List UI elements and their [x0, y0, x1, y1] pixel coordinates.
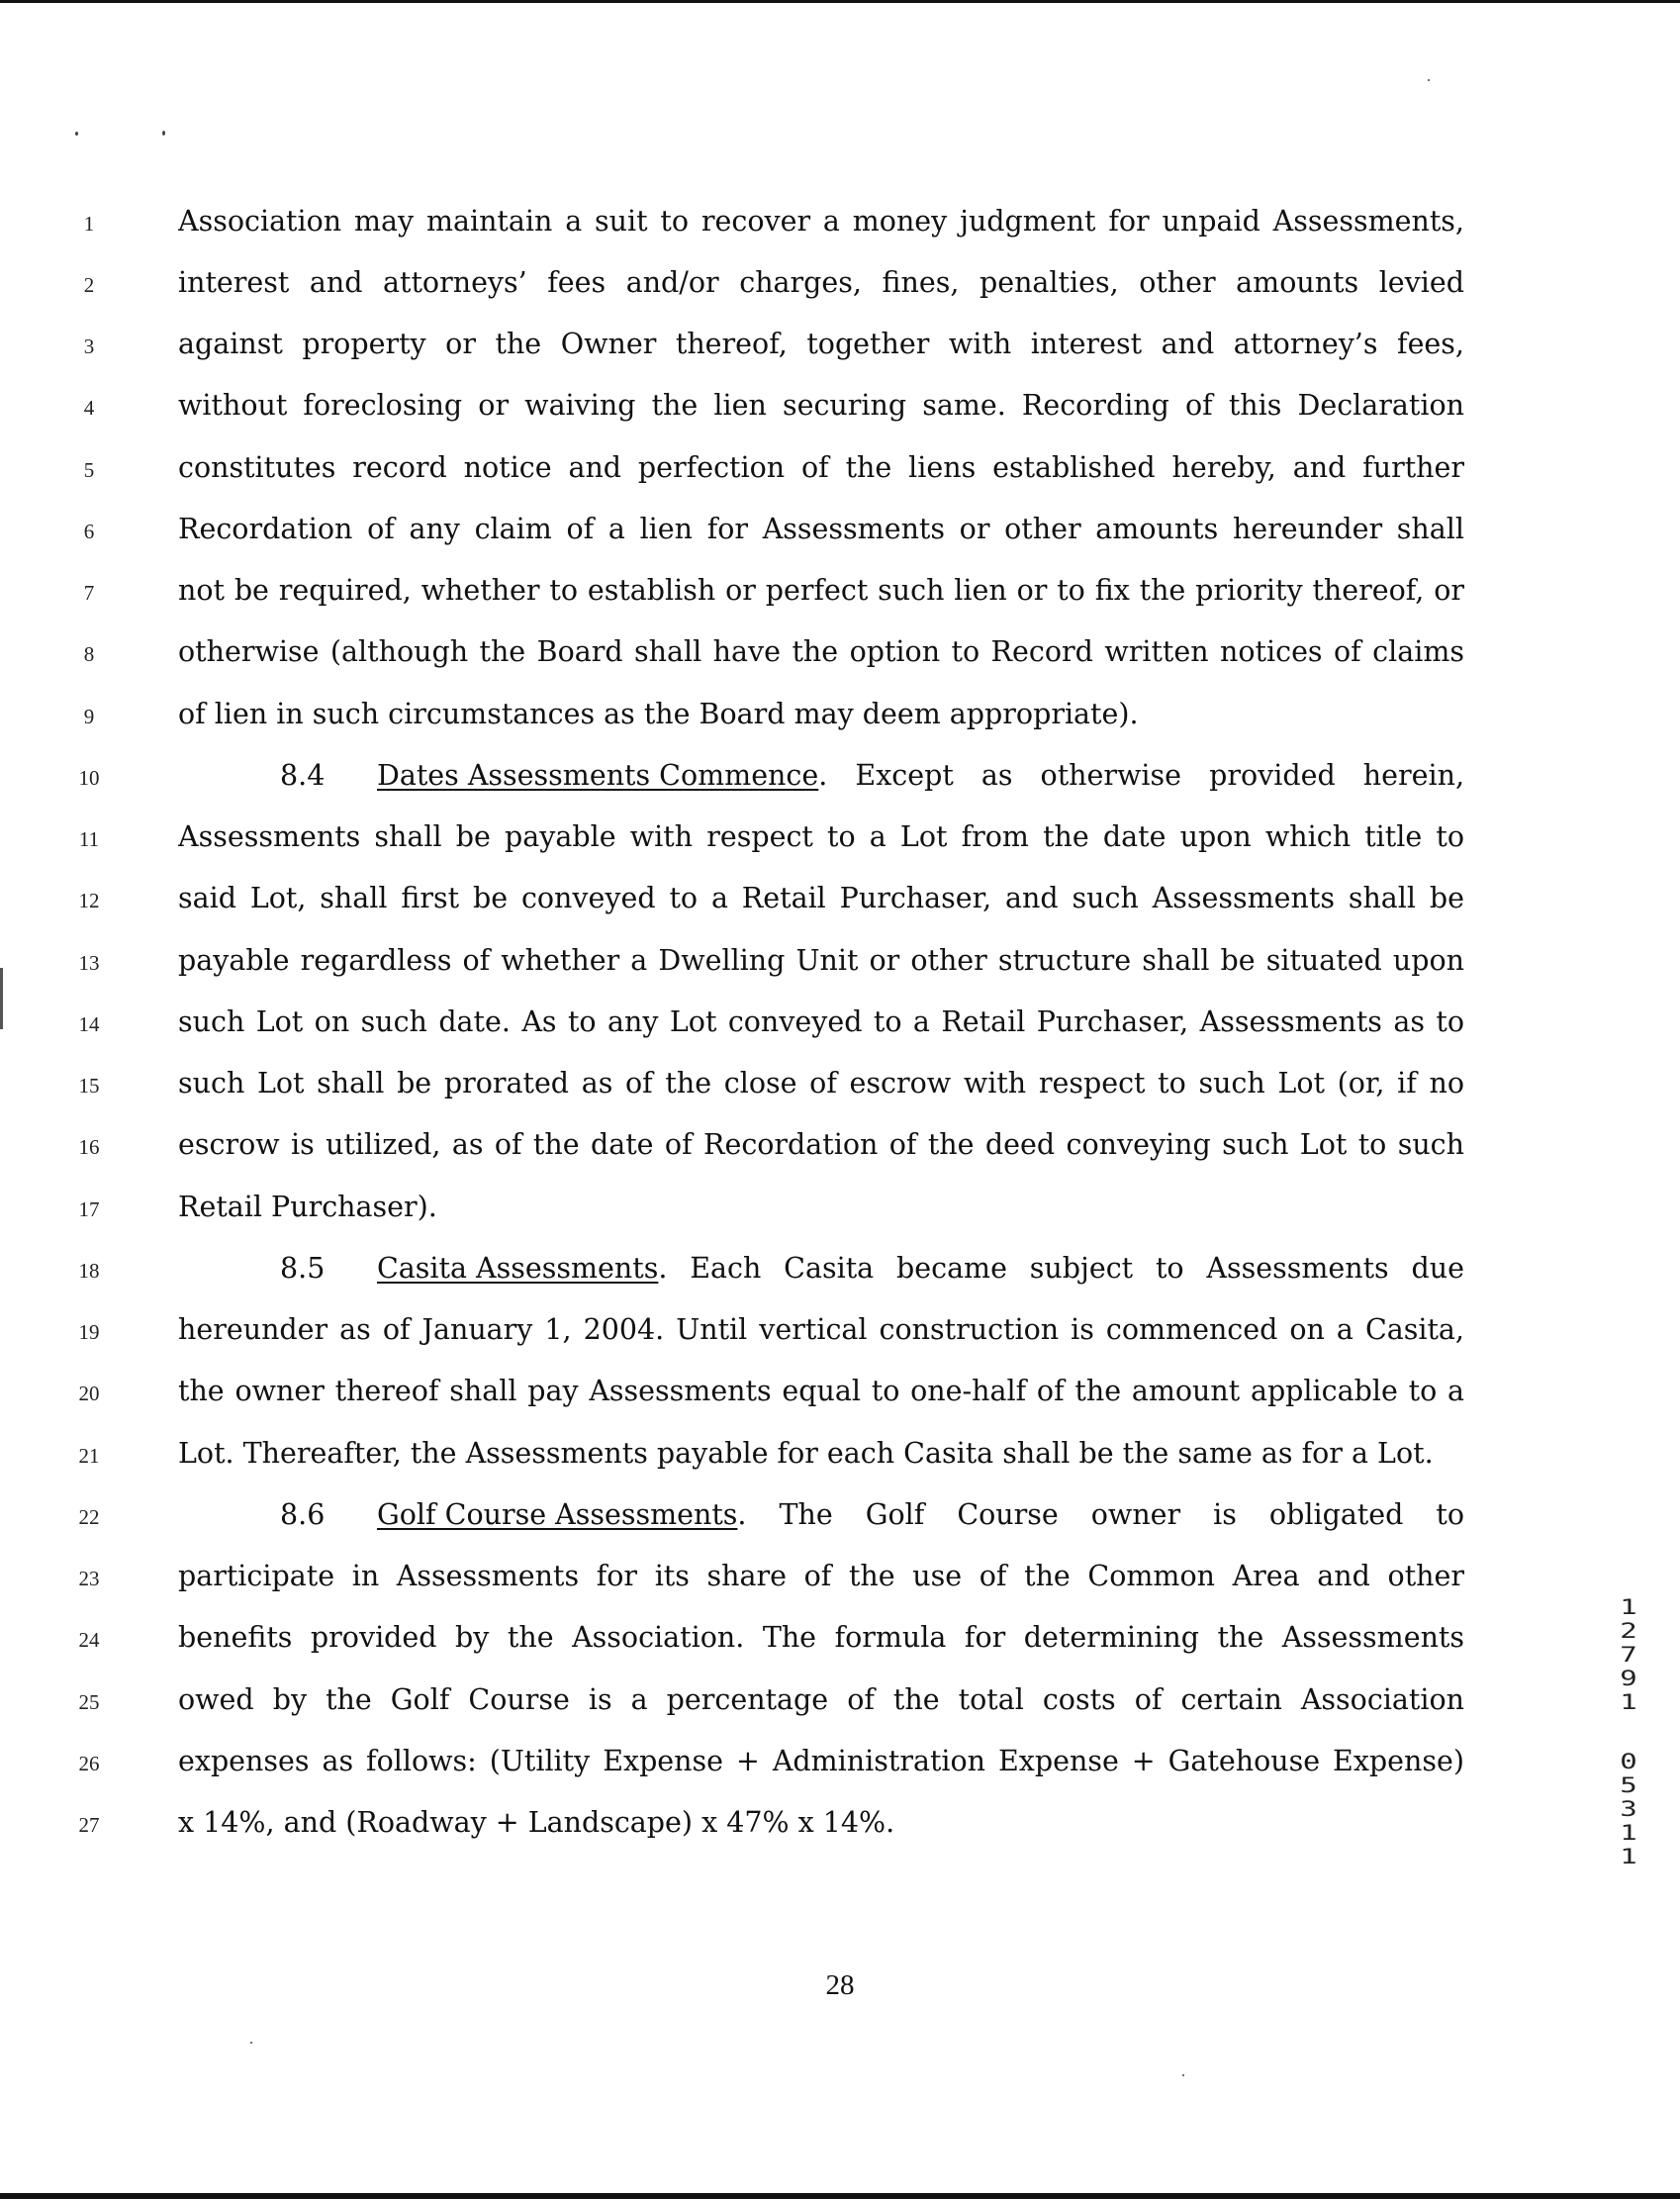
section-heading: Casita Assessments — [377, 1252, 659, 1285]
section-heading-rest: . The Golf Course owner is obligated to — [737, 1498, 1464, 1531]
text-line: benefits provided by the Association. The formula for determining the Assessments — [178, 1624, 1464, 1654]
text-line: payable regardless of whether a Dwelling Unit or other structure shall be situated upon — [178, 947, 1464, 977]
page-number: 28 — [825, 1969, 855, 2001]
text-line: without foreclosing or waiving the lien securing same. Recording of this Declaration — [178, 392, 1464, 422]
line-number: 24 — [78, 1628, 100, 1652]
stamp-digit: 3 — [1620, 1796, 1637, 1822]
line-number: 10 — [78, 766, 100, 790]
line-number: 23 — [78, 1567, 100, 1590]
stamp-digit: 1 — [1620, 1689, 1637, 1715]
scan-margin-mark — [0, 968, 3, 1029]
line-number: 12 — [78, 889, 100, 912]
text-line: Assessments shall be payable with respect to a Lot from the date upon which title to — [178, 823, 1464, 853]
stamp-digit: 2 — [1620, 1618, 1637, 1644]
stamp-digit: 9 — [1620, 1666, 1637, 1691]
text-line: hereunder as of January 1, 2004. Until vertical construction is commenced on a Casita, — [178, 1316, 1464, 1346]
recording-stamp — [1608, 1594, 1649, 1869]
text-line: the owner thereof shall pay Assessments equal to one-half of the amount applicable to a — [178, 1378, 1464, 1407]
stamp-digit: 1 — [1620, 1594, 1637, 1620]
scan-speck — [1182, 2074, 1184, 2076]
line-number: 20 — [78, 1382, 100, 1405]
line-number: 17 — [78, 1197, 100, 1221]
text-line: constitutes record notice and perfection of the liens established hereby, and further — [178, 454, 1464, 484]
section-heading-line — [280, 759, 1464, 792]
bottom-border — [0, 2193, 1680, 2199]
stamp-digit: 1 — [1620, 1844, 1637, 1869]
scan-speck — [250, 2042, 252, 2044]
line-number: 19 — [78, 1320, 100, 1344]
section-number: 8.4 — [280, 759, 326, 792]
text-line: Lot. Thereafter, the Assessments payable for each Casita shall be the same as for a Lot. — [178, 1437, 1434, 1470]
text-line: of lien in such circumstances as the Board may deem appropriate). — [178, 698, 1139, 730]
line-number: 21 — [78, 1444, 100, 1468]
text-line: not be required, whether to establish or perfect such lien or to fix the priority thereof, or — [178, 577, 1464, 607]
scan-speck — [162, 131, 165, 136]
text-line: escrow is utilized, as of the date of Recordation of the deed conveying such Lot to such — [178, 1131, 1464, 1161]
line-number: 8 — [83, 642, 95, 666]
section-number: 8.5 — [280, 1252, 326, 1285]
scan-speck — [1428, 79, 1430, 81]
line-number: 2 — [83, 273, 95, 297]
text-line: such Lot shall be prorated as of the close of escrow with respect to such Lot (or, if no — [178, 1070, 1464, 1100]
scan-speck — [75, 132, 78, 136]
text-line: expenses as follows: (Utility Expense + Administration Expense + Gatehouse Expense) — [178, 1748, 1464, 1777]
section-heading-rest: . Except as otherwise provided herein, — [818, 759, 1464, 792]
text-line: Retail Purchaser). — [178, 1191, 437, 1223]
section-number: 8.6 — [280, 1498, 326, 1531]
section-heading-rest: . Each Casita became subject to Assessments due — [658, 1252, 1464, 1285]
line-number: 16 — [78, 1135, 100, 1159]
top-border — [0, 0, 1680, 3]
line-number: 3 — [83, 335, 95, 358]
line-number: 5 — [83, 458, 95, 482]
line-number: 13 — [78, 951, 100, 975]
stamp-digit: 1 — [1620, 1820, 1637, 1846]
section-heading-line — [280, 1252, 1464, 1285]
text-line: participate in Assessments for its share of the use of the Common Area and other — [178, 1563, 1464, 1592]
text-line: such Lot on such date. As to any Lot conveyed to a Retail Purchaser, Assessments as to — [178, 1008, 1464, 1038]
line-number: 15 — [78, 1074, 100, 1098]
text-line: owed by the Golf Course is a percentage of the total costs of certain Association — [178, 1686, 1464, 1716]
section-heading: Dates Assessments Commence — [377, 759, 819, 792]
text-line: interest and attorneys’ fees and/or charges, fines, penalties, other amounts levied — [178, 269, 1464, 299]
line-number: 1 — [83, 212, 95, 236]
text-line: otherwise (although the Board shall have the option to Record written notices of claims — [178, 638, 1464, 668]
line-number: 27 — [78, 1813, 100, 1837]
text-line: against property or the Owner thereof, together with interest and attorney’s fees, — [178, 331, 1464, 360]
stamp-digit: 7 — [1620, 1642, 1637, 1668]
stamp-digit: 5 — [1620, 1772, 1637, 1798]
line-number: 22 — [78, 1505, 100, 1529]
text-line: Recordation of any claim of a lien for Assessments or other amounts hereunder shall — [178, 516, 1464, 545]
stamp-digit: 0 — [1620, 1749, 1637, 1774]
text-line: x 14%, and (Roadway + Landscape) x 47% x 14%. — [178, 1806, 895, 1839]
section-heading-line — [280, 1498, 1464, 1531]
text-line: Association may maintain a suit to recover a money judgment for unpaid Assessments, — [178, 208, 1464, 238]
text-line: said Lot, shall first be conveyed to a Retail Purchaser, and such Assessments shall be — [178, 885, 1464, 914]
line-number: 6 — [83, 520, 95, 543]
line-number: 14 — [78, 1012, 100, 1036]
line-number: 4 — [83, 396, 95, 420]
section-heading: Golf Course Assessments — [377, 1498, 738, 1531]
stamp-gap — [1608, 1714, 1649, 1750]
line-number: 7 — [83, 581, 95, 605]
line-number: 9 — [83, 705, 95, 728]
line-number: 11 — [78, 827, 100, 851]
line-number: 18 — [78, 1259, 100, 1283]
line-number: 25 — [78, 1690, 100, 1714]
line-number: 26 — [78, 1752, 100, 1775]
